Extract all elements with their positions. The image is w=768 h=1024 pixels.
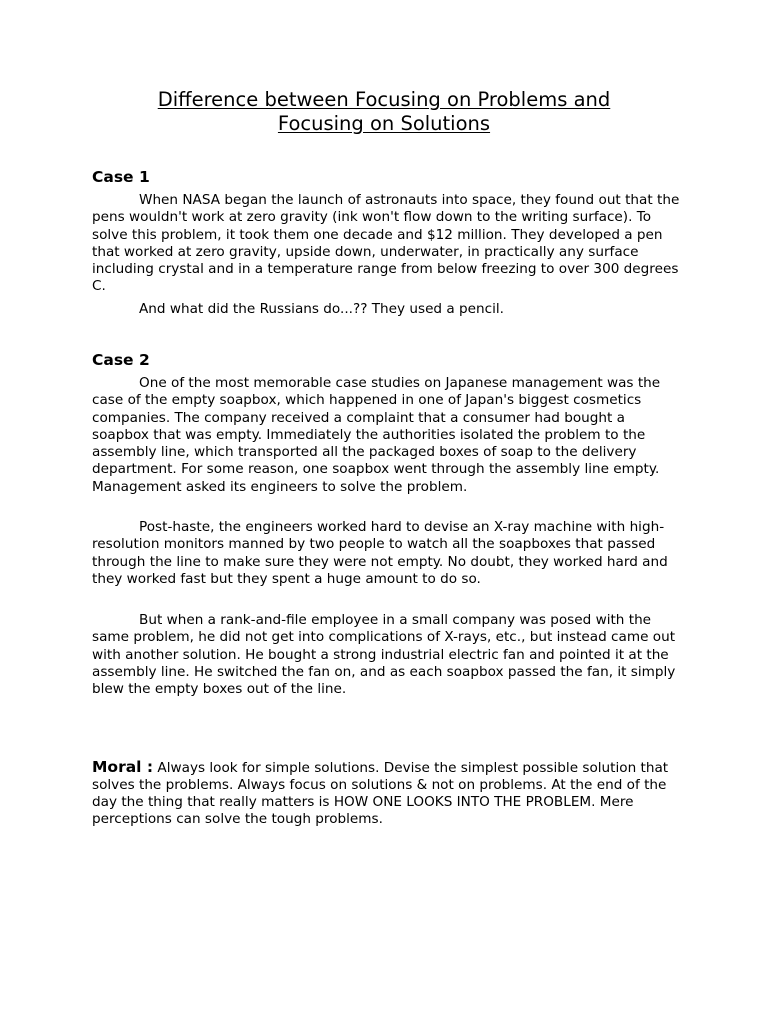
case-1-paragraph: When NASA began the launch of astronauts into space, they found out that the pens wouldn't work at zero gravity (ink won't flow down to the writing surface). To solve this problem, it took them one decade and $12 million. They developed a pen that worked at zero gravity, upside down, underwater, in practically any surface including crystal and in a temperature range from below freezing to over 300 degrees C. bbox=[92, 192, 680, 295]
case-2-paragraph: Post-haste, the engineers worked hard to devise an X-ray machine with high-resolution monitors manned by two people to watch all the soapboxes that passed through the line to make sure they were not empty. No doubt, they worked hard and they worked fast but they spent a huge amount to do so. bbox=[92, 519, 668, 587]
moral-label: Moral : bbox=[92, 757, 154, 776]
case-1-section bbox=[92, 167, 682, 187]
title-line-1: Difference between Focusing on Problems and bbox=[157, 88, 611, 111]
title-line-2: Focusing on Solutions bbox=[277, 112, 491, 135]
case-2-heading: Case 2 bbox=[92, 351, 150, 369]
case-2-section bbox=[92, 350, 682, 370]
case-2-paragraph: One of the most memorable case studies on Japanese management was the case of the empty soapbox, which happened in one of Japan's biggest cosmetics companies. The company received a complaint that a consumer had bought a soapbox that was empty. Immediately the authorities isolated the problem to the assembly line, which transported all the packaged boxes of soap to the delivery department. For some reason, one soapbox went through the assembly line empty. Management asked its engineers to solve the problem. bbox=[92, 375, 661, 495]
document-title bbox=[92, 88, 676, 136]
moral-paragraph bbox=[92, 759, 682, 829]
moral-text: Always look for simple solutions. Devise the simplest possible solution that solves the problems. Always focus on solutions & not on problems. At the end of the day the thing that really matters is HOW ONE LOOKS INTO THE PROBLEM. Mere perceptions can solve the tough problems. bbox=[92, 759, 669, 828]
case-2-paragraph: But when a rank-and-file employee in a small company was posed with the same problem, he did not get into complications of X-rays, etc., but instead came out with another solution. He bought a strong industrial electric fan and pointed it at the assembly line. He switched the fan on, and as each soapbox passed the fan, it simply blew the empty boxes out of the line. bbox=[92, 612, 676, 698]
case-1-heading: Case 1 bbox=[92, 168, 150, 186]
case-1-paragraph: And what did the Russians do...?? They used a pencil. bbox=[139, 301, 504, 317]
